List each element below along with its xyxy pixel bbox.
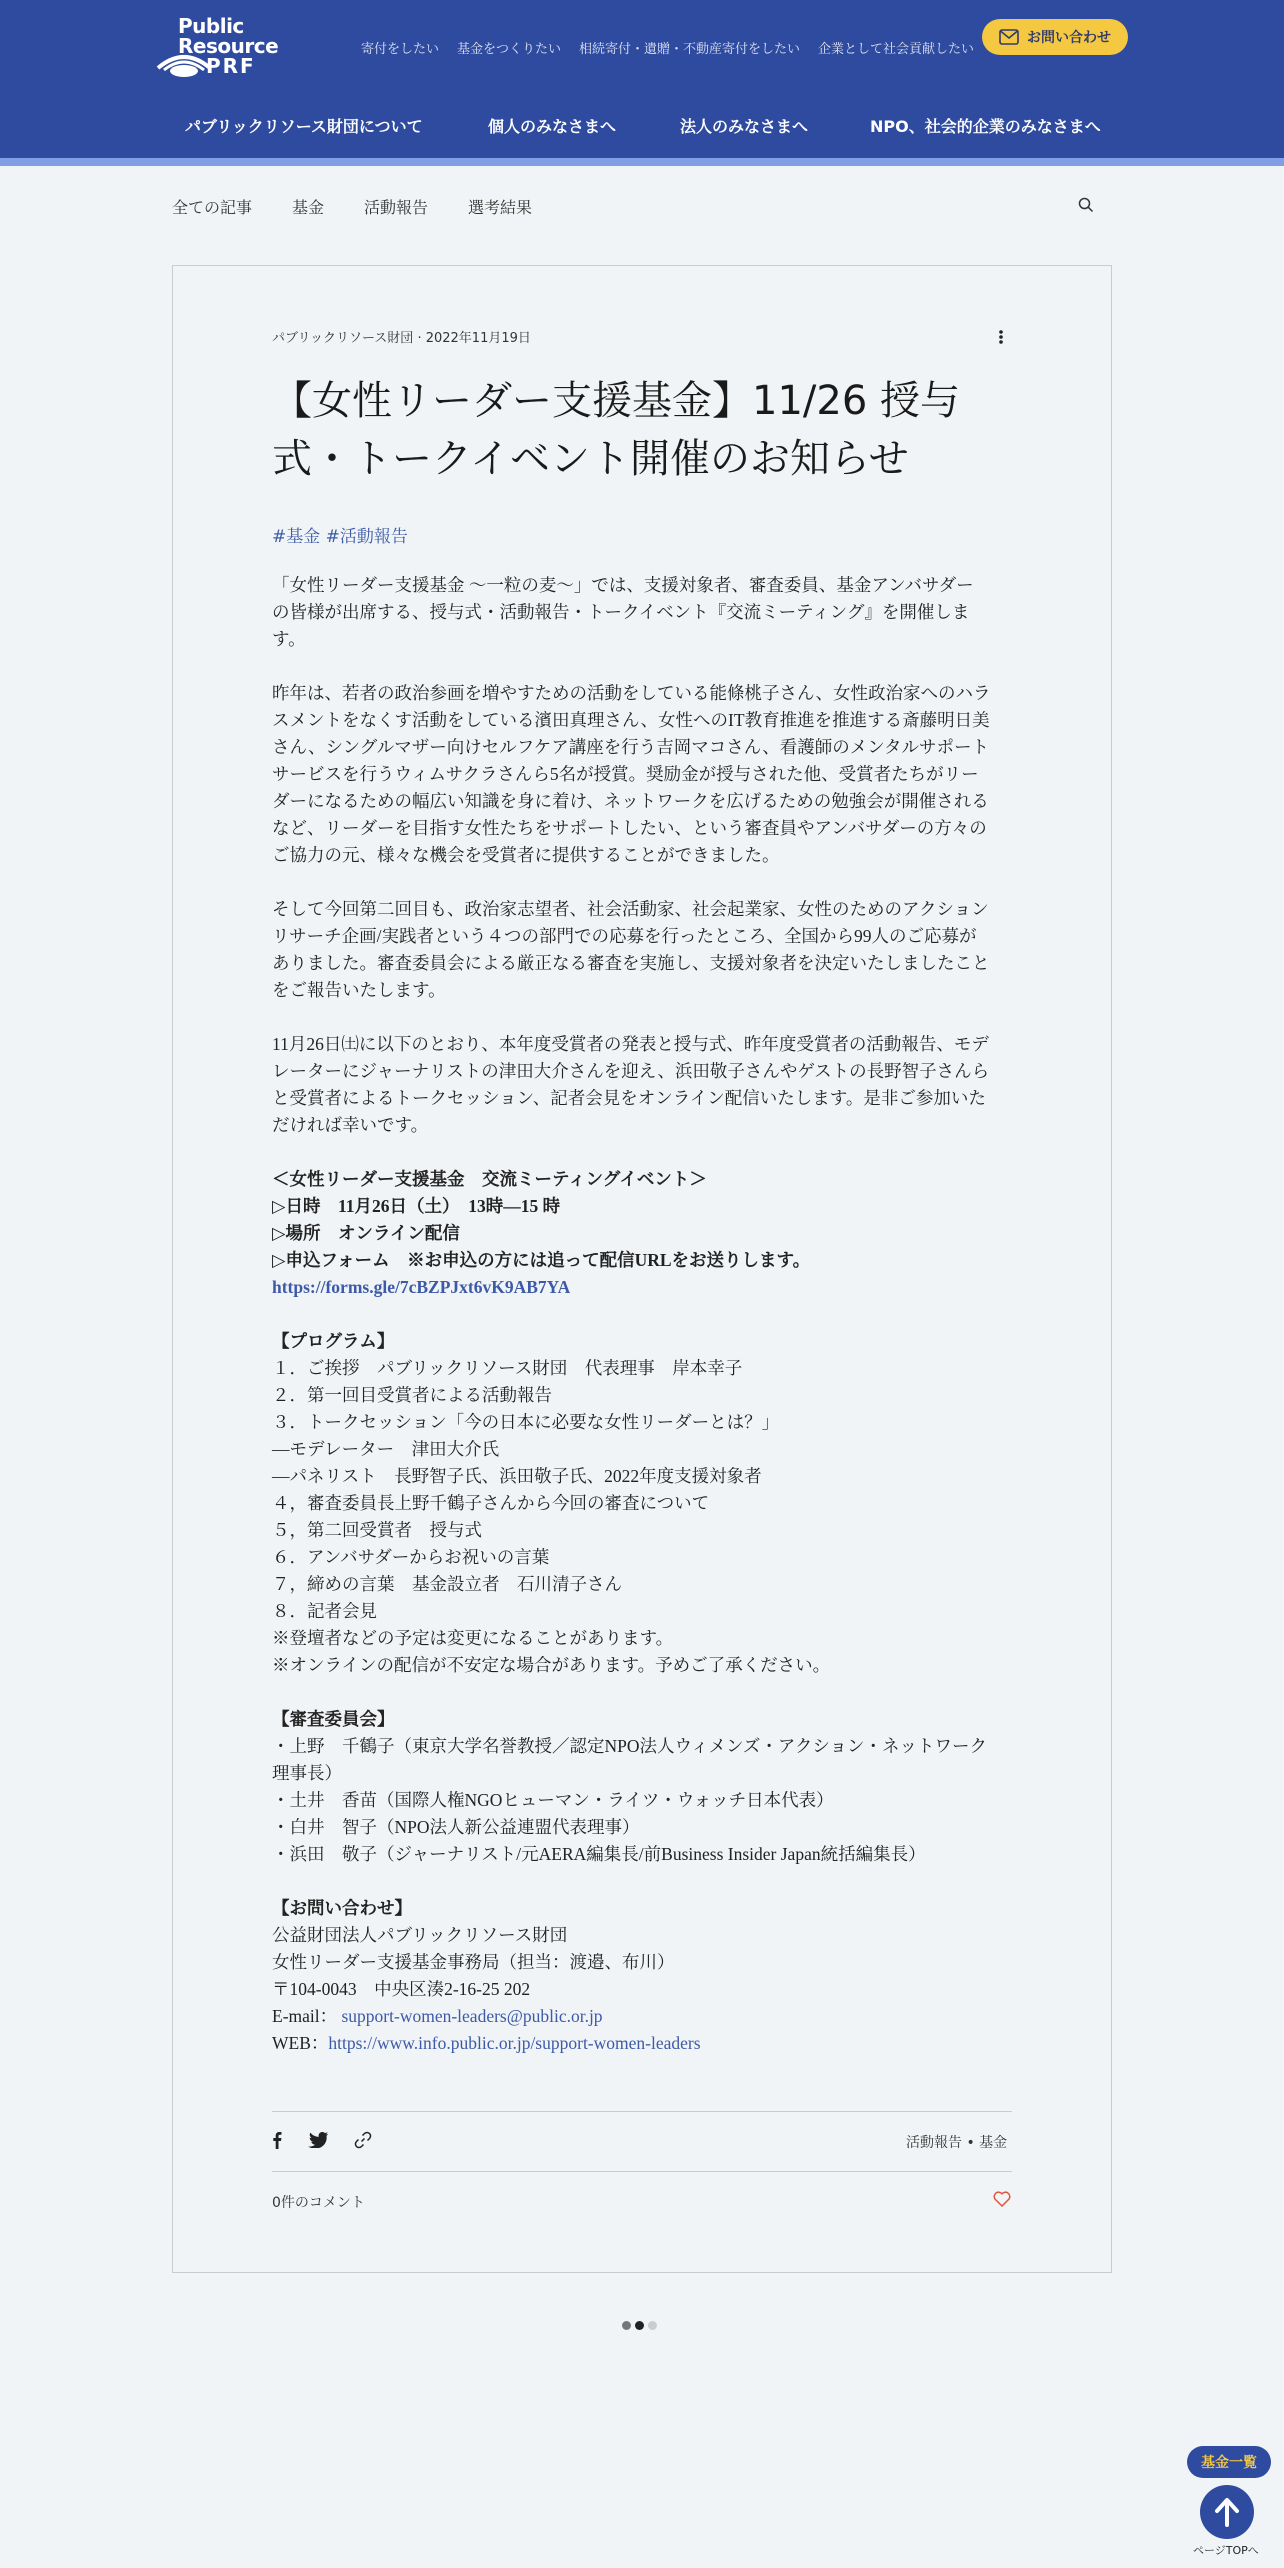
- pagination-dots: [622, 2321, 657, 2330]
- program-note: ※登壇者などの予定は変更になることがあります。: [272, 1628, 674, 1648]
- logo-line-2: Resource: [178, 34, 279, 58]
- divider: [272, 2171, 1012, 2172]
- site-header: [0, 0, 1284, 158]
- program-item: ７，締めの言葉 基金設立者 石川清子さん: [272, 1574, 622, 1594]
- committee-member: ・浜田 敬子（ジャーナリスト/元AERA編集長/前Business Insider Japan統括編集長）: [272, 1844, 926, 1864]
- program-item: ２．第一回目受賞者による活動報告: [272, 1385, 552, 1405]
- main-nav-corporations[interactable]: 法人のみなさまへ: [680, 117, 809, 136]
- article-meta: [272, 327, 531, 346]
- text-line: リサーチ企画/実践者という４つの部門での応募を行ったところ、全国から99人のご応募が: [272, 926, 977, 946]
- logo-text: [178, 16, 278, 76]
- text-line: サービスを行うウィムサクラさんら5名が授賞。奨励金が授与された他、受賞者たちがリー: [272, 764, 979, 784]
- main-nav-individuals[interactable]: 個人のみなさまへ: [488, 117, 617, 136]
- top-nav-corporate[interactable]: 企業として社会貢献したい: [818, 42, 975, 57]
- committee-heading: 【審査委員会】: [272, 1709, 395, 1729]
- category-fund[interactable]: 基金: [292, 198, 325, 217]
- logo-line-3: PRF: [206, 54, 256, 78]
- mail-icon: [999, 29, 1019, 45]
- contact-button-label: お問い合わせ: [1027, 30, 1111, 46]
- page-top-button[interactable]: [1200, 2485, 1254, 2539]
- pagination-dot[interactable]: [648, 2321, 657, 2330]
- fund-list-button[interactable]: 基金一覧: [1187, 2446, 1271, 2478]
- text-line: ダーになるための幅広い知識を身に着け、ネットワークを広げるための勉強会が開催される: [272, 791, 989, 811]
- web-label: WEB：: [272, 2033, 329, 2053]
- share-bar: [272, 2131, 372, 2149]
- event-form-label: ▷申込フォーム ※お申込の方には追って配信URLをお送りします。: [272, 1250, 811, 1270]
- committee-member: 理事長）: [272, 1763, 342, 1783]
- committee-member: ・上野 千鶴子（東京大学名誉教授／認定NPO法人ウィメンズ・アクション・ネットワーク: [272, 1736, 988, 1756]
- event-location: ▷場所 オンライン配信: [272, 1223, 460, 1243]
- email-label: E-mail：: [272, 2006, 338, 2026]
- text-line: 昨年は、若者の政治参画を増やすための活動をしている能條桃子さん、女性政治家へのハラ: [272, 683, 991, 703]
- top-nav-donate[interactable]: 寄付をしたい: [361, 42, 440, 57]
- article-author[interactable]: パブリックリソース財団: [272, 331, 414, 346]
- text-line: す。: [272, 629, 306, 649]
- text-line: そして今回第二回目も、政治家志望者、社会活動家、社会起業家、女性のためのアクション: [272, 899, 989, 919]
- program-item: ５，第二回受賞者 授与式: [272, 1520, 482, 1540]
- contact-web-line: [272, 2030, 1012, 2057]
- contact-line: 〒104-0043 中央区湊2-16-25 202: [272, 1979, 531, 1999]
- top-nav-create-fund[interactable]: 基金をつくりたい: [457, 42, 562, 57]
- program-section: [272, 1328, 1012, 1679]
- article-title-line-1: 【女性リーダー支援基金】11/26 授与: [272, 378, 960, 424]
- category-selection[interactable]: 選考結果: [468, 198, 533, 217]
- divider: [272, 2111, 1012, 2112]
- comment-count[interactable]: 0件のコメント: [272, 2195, 365, 2211]
- category-all[interactable]: 全ての記事: [172, 198, 253, 217]
- meta-separator: ·: [417, 331, 426, 346]
- article-title: [272, 372, 1032, 488]
- contact-line: 公益財団法人パブリックリソース財団: [272, 1925, 568, 1945]
- contact-line: 女性リーダー支援基金事務局（担当：渡邉、布川）: [272, 1952, 675, 1972]
- text-line: スメントをなくす活動をしている濱田真理さん、女性へのIT教育推進を推進する斎藤明日美: [272, 710, 990, 730]
- top-nav: [361, 38, 974, 57]
- paragraph-last-year: [272, 680, 1012, 869]
- more-options-icon[interactable]: [997, 327, 1005, 347]
- facebook-icon[interactable]: [272, 2131, 282, 2149]
- committee-member: ・白井 智子（NPO法人新公益連盟代表理事）: [272, 1817, 640, 1837]
- pagination-dot[interactable]: [622, 2321, 631, 2330]
- text-line: レーターにジャーナリストの津田大介さんを迎え、浜田敬子さんやゲストの長野智子さんら: [272, 1061, 990, 1081]
- paragraph-event-intro: [272, 1031, 1012, 1139]
- search-icon[interactable]: [1078, 197, 1094, 213]
- main-nav-about[interactable]: パブリックリソース財団について: [185, 117, 423, 136]
- article-tags[interactable]: #基金 #活動報告: [272, 527, 408, 547]
- text-line: をご報告いたします。: [272, 980, 446, 1000]
- event-heading: ＜女性リーダー支援基金 交流ミーティングイベント＞: [272, 1169, 707, 1189]
- header-accent-strip: [0, 158, 1284, 166]
- program-item: ―モデレーター 津田大介氏: [272, 1439, 500, 1459]
- paragraph-second-round: [272, 896, 1012, 1004]
- page-top-label: ページTOPへ: [1193, 2544, 1259, 2557]
- blog-category-bar: [172, 195, 532, 218]
- text-line: など、リーダーを目指す女性たちをサポートしたい、という審査員やアンバサダーの方々の: [272, 818, 987, 838]
- program-note: ※オンラインの配信が不安定な場合があります。予めご了承ください。: [272, 1655, 831, 1675]
- logo-line-1: Public: [178, 14, 244, 38]
- program-item: ４，審査委員長上野千鶴子さんから今回の審査について: [272, 1493, 710, 1513]
- event-datetime: ▷日時 11月26日（土） 13時―15 時: [272, 1196, 561, 1216]
- category-activity[interactable]: 活動報告: [364, 198, 429, 217]
- contact-button[interactable]: [982, 19, 1128, 55]
- heart-icon[interactable]: [993, 2191, 1011, 2207]
- contact-email-line: [272, 2003, 1012, 2030]
- arrow-up-icon: [1214, 2497, 1240, 2527]
- text-line: の皆様が出席する、授与式・活動報告・トークイベント『交流ミーティング』を開催しま: [272, 602, 970, 622]
- contact-heading: 【お問い合わせ】: [272, 1898, 412, 1918]
- twitter-icon[interactable]: [308, 2132, 328, 2148]
- text-line: 11月26日㈯に以下のとおり、本年度受賞者の発表と授与式、昨年度受賞者の活動報告、モデ: [272, 1034, 989, 1054]
- top-nav-bequest[interactable]: 相続寄付・遺贈・不動産寄付をしたい: [579, 42, 801, 57]
- event-details: [272, 1166, 1012, 1301]
- text-line: ご協力の元、様々な機会を受賞者に提供することができました。: [272, 845, 780, 865]
- committee-section: [272, 1706, 1012, 1868]
- paragraph-intro: [272, 572, 1012, 653]
- article-body: [272, 572, 1012, 2084]
- site-logo[interactable]: [154, 14, 279, 78]
- pagination-dot-active[interactable]: [635, 2321, 644, 2330]
- email-link[interactable]: support-women-leaders@public.or.jp: [341, 2006, 603, 2026]
- article-date: 2022年11月19日: [425, 331, 531, 346]
- text-line: 「女性リーダー支援基金 ～一粒の麦～」では、支援対象者、審査委員、基金アンバサダー: [272, 575, 974, 595]
- program-heading: 【プログラム】: [272, 1331, 395, 1351]
- text-line: と受賞者によるトークセッション、記者会見をオンライン配信いたします。是非ご参加いた: [272, 1088, 986, 1108]
- program-item: １．ご挨拶 パブリックリソース財団 代表理事 岸本幸子: [272, 1358, 743, 1378]
- program-item: ―パネリスト 長野智子氏、浜田敬子氏、2022年度支援対象者: [272, 1466, 762, 1486]
- link-icon[interactable]: [354, 2131, 372, 2149]
- program-item: ６．アンバサダーからお祝いの言葉: [272, 1547, 550, 1567]
- program-item: ３．トークセッション「今の日本に必要な女性リーダーとは？」: [272, 1412, 780, 1432]
- text-line: さん、シングルマザー向けセルフケア講座を行う吉岡マコさん、看護師のメンタルサポート: [272, 737, 990, 757]
- event-form-link[interactable]: https://forms.gle/7cBZPJxt6vK9AB7YA: [272, 1277, 571, 1297]
- post-categories[interactable]: 活動報告 • 基金: [906, 2135, 1008, 2151]
- article-title-line-2: 式・トークイベント開催のお知らせ: [272, 436, 909, 482]
- contact-section: [272, 1895, 1012, 2057]
- main-nav-npo[interactable]: NPO、社会的企業のみなさまへ: [870, 117, 1101, 136]
- committee-member: ・土井 香苗（国際人権NGOヒューマン・ライツ・ウォッチ日本代表）: [272, 1790, 834, 1810]
- text-line: だければ幸いです。: [272, 1115, 429, 1135]
- web-link[interactable]: https://www.info.public.or.jp/support-women-leaders: [328, 2033, 701, 2053]
- text-line: ありました。審査委員会による厳正なる審査を実施し、支援対象者を決定いたしましたこと: [272, 953, 990, 973]
- program-item: ８．記者会見: [272, 1601, 377, 1621]
